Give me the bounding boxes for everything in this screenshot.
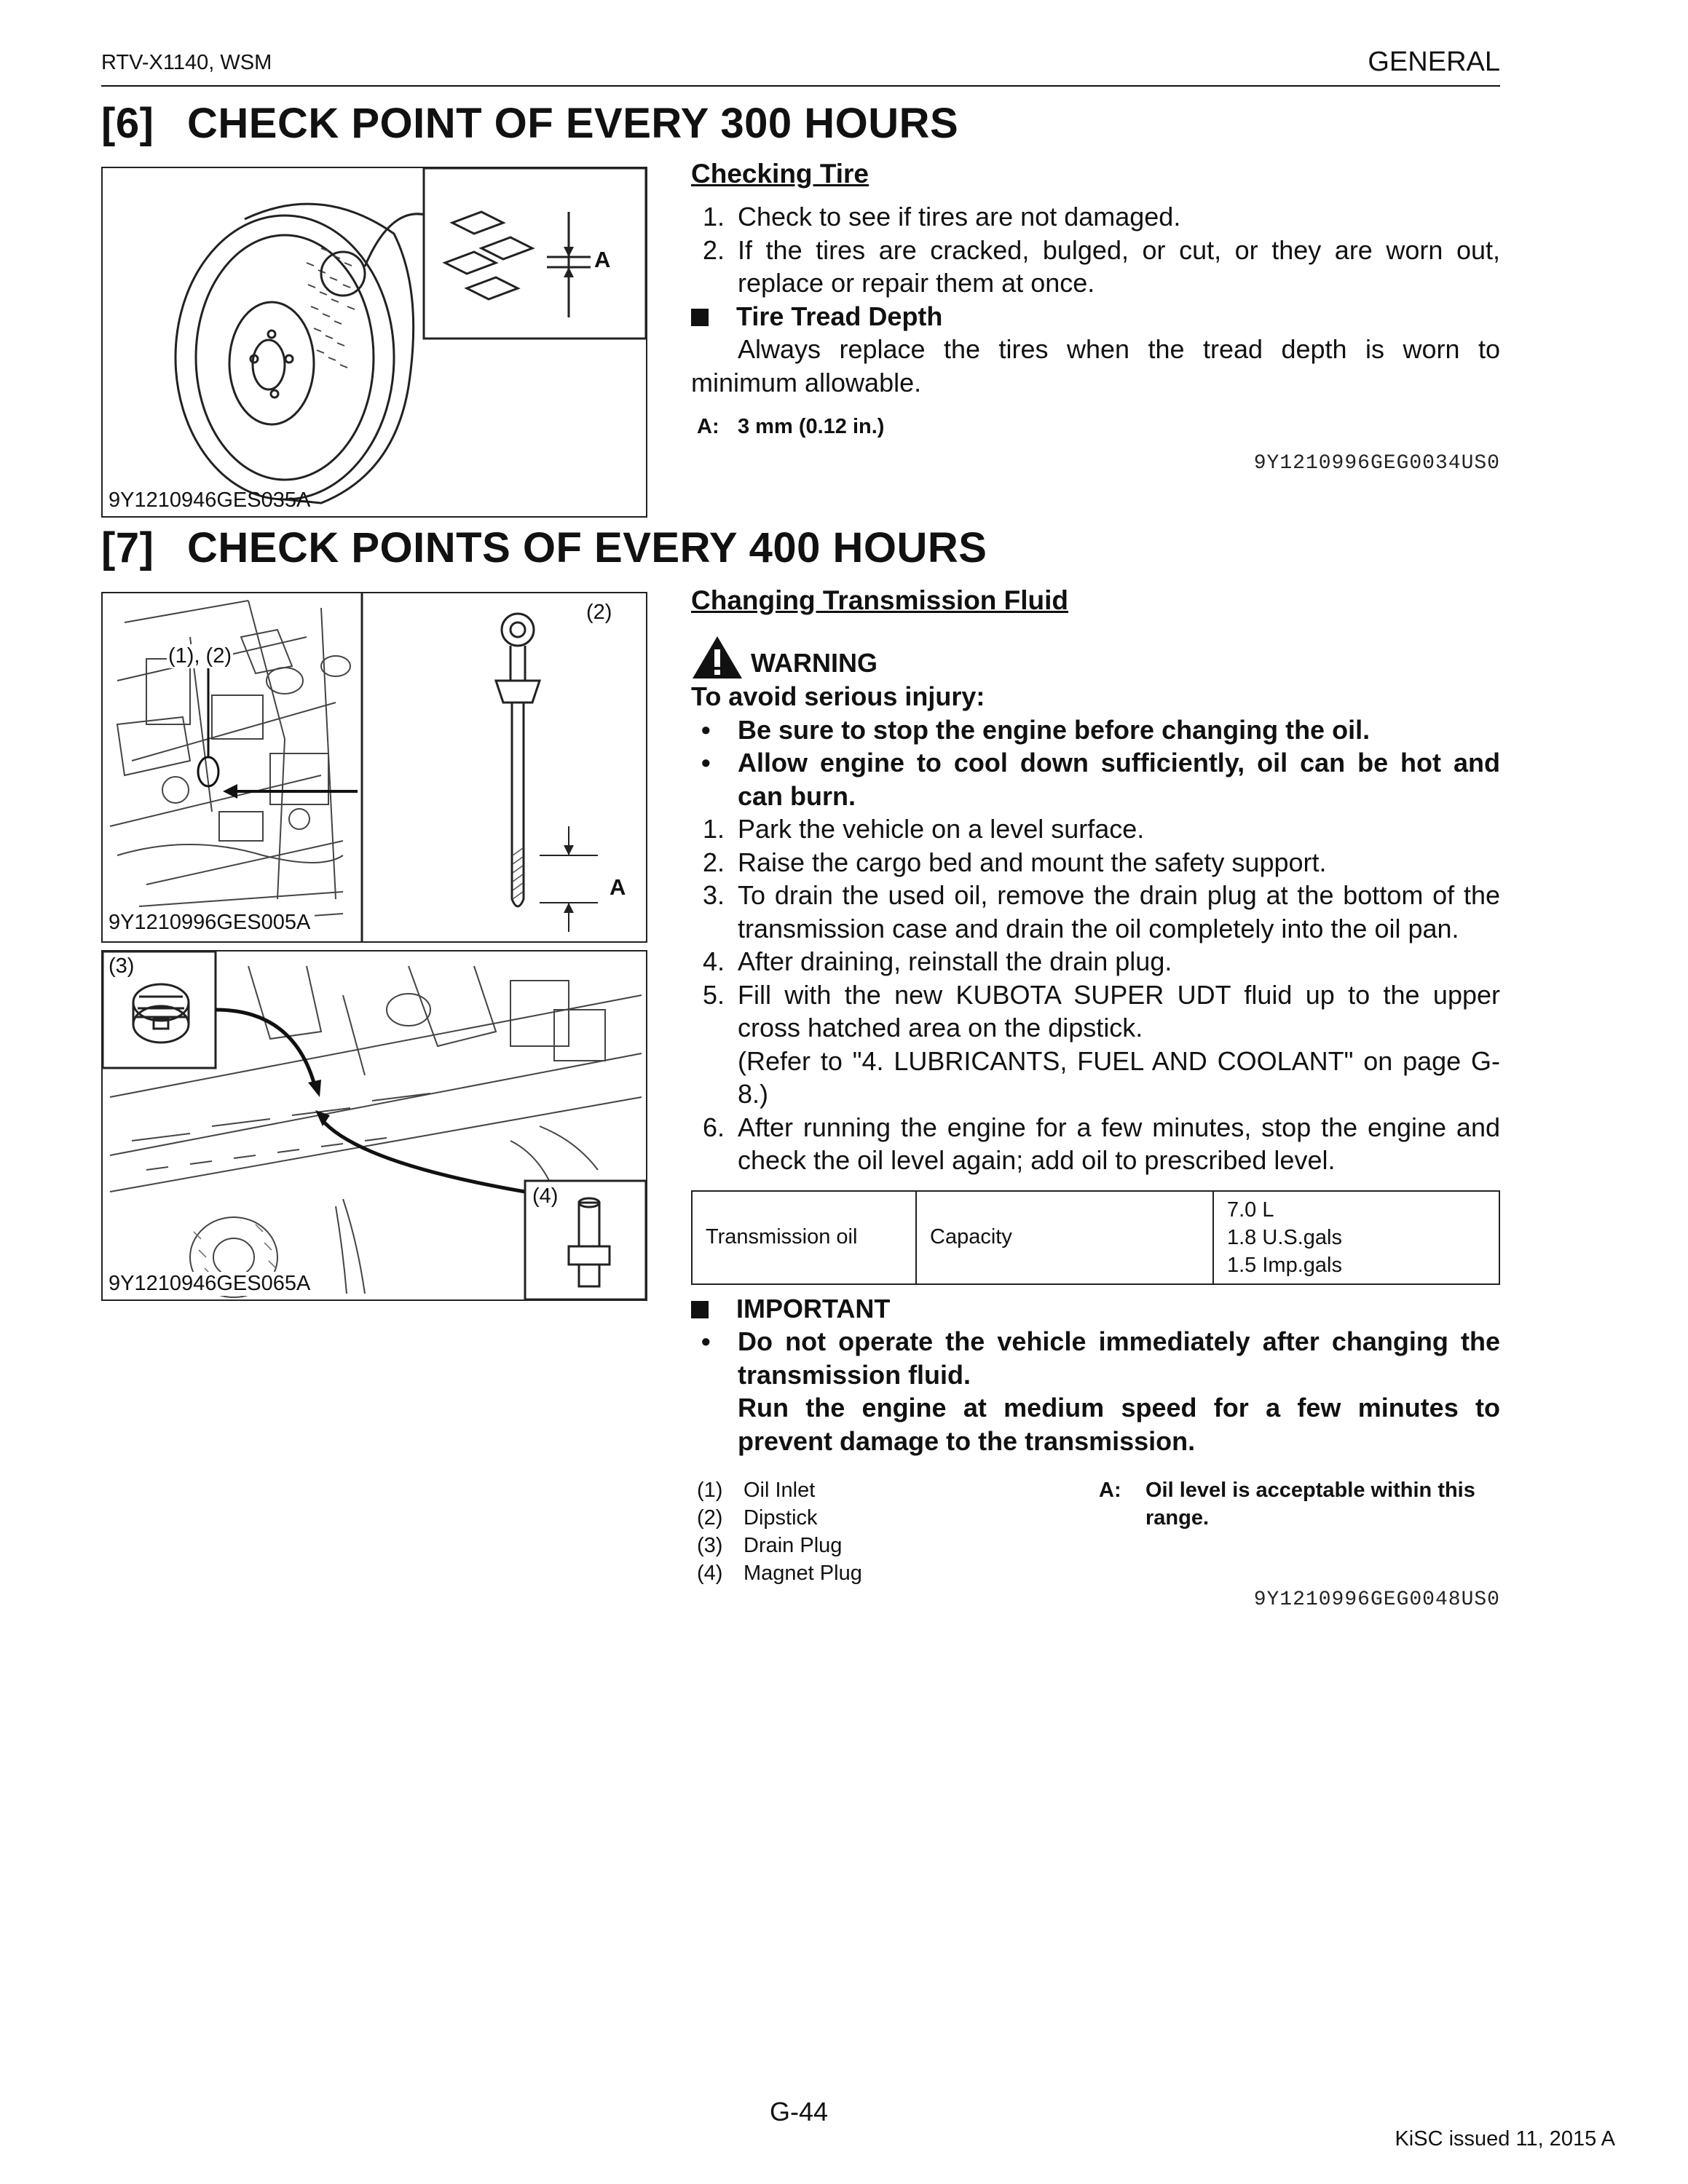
- section-7-title-text: CHECK POINTS OF EVERY 400 HOURS: [187, 524, 987, 571]
- warning-bullet: • Allow engine to cool down sufficiently, oil can be hot and can burn.: [701, 748, 1500, 811]
- legend-item: (1) Oil Inlet: [697, 1479, 816, 1502]
- oil-inlet-figure: [101, 592, 647, 943]
- header-rule: [101, 85, 1500, 87]
- capacity-table: [691, 1190, 1500, 1285]
- list-item: 6. After running the engine for a few minutes, stop the engine and check the oil level again; add oil to prescribed level.: [702, 1112, 1500, 1175]
- warning-bullet: • Be sure to stop the engine before changing the oil.: [701, 714, 1370, 745]
- list-item: 2. Raise the cargo bed and mount the safety support.: [702, 847, 1327, 877]
- changing-fluid-title: Changing Transmission Fluid: [691, 585, 1069, 615]
- section-6-title-text: CHECK POINT OF EVERY 300 HOURS: [187, 100, 959, 147]
- table-cell: Transmission oil: [692, 1191, 916, 1284]
- list-item: 5. Fill with the new KUBOTA SUPER UDT fluid up to the upper cross hatched area on the dipstick. (Refer to "4. LUBRICANTS, FUEL AND COOLANT" on page G-8.): [702, 979, 1500, 1109]
- tread-depth-para: Always replace the tires when the tread depth is worn to minimum allowable.: [691, 334, 1500, 397]
- warning-intro: To avoid serious injury:: [691, 681, 985, 711]
- section-6-text: [691, 159, 1500, 475]
- legend-list: [697, 1476, 862, 1587]
- square-bullet-icon: [691, 309, 709, 326]
- warning-heading: [691, 644, 1500, 680]
- section-7-number: [7]: [101, 524, 154, 571]
- tire-figure-caption: 9Y1210946GES035A: [109, 488, 311, 512]
- legend-item: (2) Dipstick: [697, 1506, 818, 1530]
- legend: [691, 1476, 1500, 1586]
- tread-depth-note: A: 3 mm (0.12 in.): [697, 415, 885, 438]
- legend-a: A: Oil level is acceptable within this range.: [1099, 1479, 1475, 1530]
- legend-item: (3) Drain Plug: [697, 1534, 843, 1557]
- legend-item: (4) Magnet Plug: [697, 1562, 862, 1585]
- issue-note: KiSC issued 11, 2015 A: [1395, 2127, 1615, 2151]
- table-cell: Capacity: [916, 1191, 1213, 1284]
- fluid-steps: [691, 812, 1500, 1177]
- drain-plug-figure: [101, 950, 647, 1301]
- square-bullet-icon: [691, 1301, 709, 1318]
- checking-tire-title: Checking Tire: [691, 159, 869, 189]
- tire-steps: [691, 200, 1500, 300]
- dipstick-label-a: A: [610, 874, 626, 900]
- capacity-values: 7.0 L 1.8 U.S.gals 1.5 Imp.gals: [1213, 1191, 1499, 1284]
- warning-label: WARNING: [751, 648, 877, 678]
- tread-depth-heading: Tire Tread Depth: [691, 300, 1500, 333]
- list-item: 4. After draining, reinstall the drain plug.: [702, 946, 1172, 976]
- list-item: 1. Park the vehicle on a level surface.: [702, 814, 1145, 844]
- tire-illustration: [103, 168, 646, 516]
- oil-inlet-figure-caption: 9Y1210996GES005A: [109, 911, 315, 935]
- section-6-title: [101, 99, 958, 148]
- list-item: 1. Check to see if tires are not damaged.: [702, 202, 1181, 232]
- page-number: G-44: [770, 2097, 829, 2126]
- drain-plug-callout: (3): [109, 954, 135, 978]
- section-6-number: [6]: [101, 100, 154, 147]
- list-item: 3. To drain the used oil, remove the drain plug at the bottom of the transmission case and drain the oil completely into the oil pan.: [702, 880, 1500, 943]
- oil-inlet-callout: (1), (2): [168, 644, 232, 668]
- section-6-code: 9Y1210996GEG0034US0: [1253, 452, 1500, 475]
- table-row: [692, 1191, 1499, 1284]
- list-item: 2. If the tires are cracked, bulged, or cut, or they are worn out, replace or repair them at once.: [702, 234, 1500, 298]
- underbody-illustration: [103, 951, 646, 1299]
- dipstick-callout: (2): [586, 601, 612, 624]
- tire-label-a: A: [594, 247, 611, 272]
- section-7-code: 9Y1210996GEG0048US0: [1253, 1588, 1500, 1611]
- section-7-text: [691, 585, 1500, 1611]
- tire-figure: [101, 167, 647, 518]
- warning-icon: [691, 635, 744, 680]
- section-7-title: [101, 523, 987, 572]
- drain-plug-figure-caption: 9Y1210946GES065A: [109, 1272, 315, 1296]
- magnet-plug-callout: (4): [532, 1184, 559, 1208]
- header-model: RTV-X1140, WSM: [101, 51, 272, 74]
- important-heading: IMPORTANT: [691, 1292, 1500, 1326]
- header-section: GENERAL: [1368, 47, 1500, 77]
- important-bullet: • Do not operate the vehicle immediately after changing the transmission fluid. Run the engine at medium speed for a few minutes to prevent damage to the transmission.: [701, 1326, 1500, 1456]
